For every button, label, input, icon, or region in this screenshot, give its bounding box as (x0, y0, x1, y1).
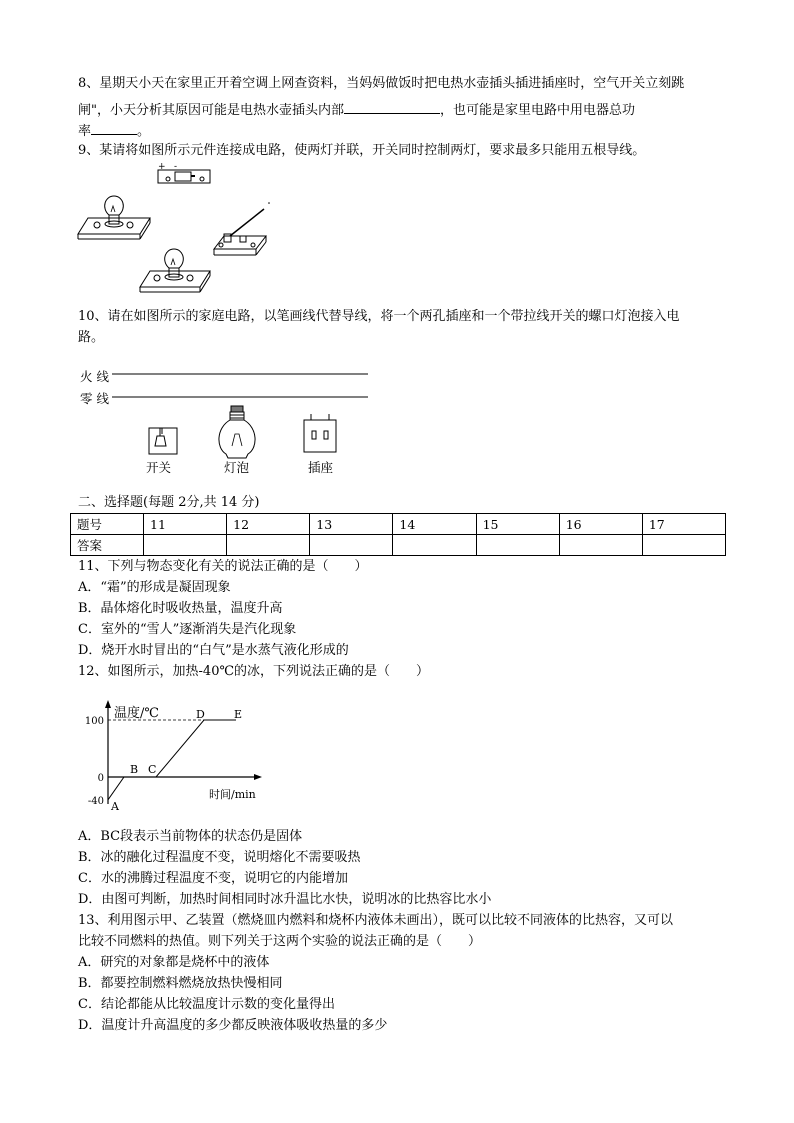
table-row (71, 535, 726, 556)
q13-option-d[interactable]: D．温度计升高温度的多少都反映液体吸收热量的多少 (78, 1018, 388, 1033)
q9-figure (74, 160, 284, 300)
answer-cell[interactable] (227, 535, 310, 556)
question-number: 17 (642, 514, 725, 535)
q11-option-c[interactable]: C．室外的“雪人”逐渐消失是汽化现象 (78, 622, 297, 637)
y-tick-label: -40 (87, 795, 104, 807)
q8-line2-text-b: ，也可能是家里电路中用电器总功 (439, 103, 635, 118)
answer-cell[interactable] (559, 535, 642, 556)
q12-option-d[interactable]: D．由图可判断，加热时间相同时冰升温比水快，说明冰的比热容比水小 (78, 892, 492, 907)
point-label-d: D (196, 708, 205, 721)
question-number: 13 (310, 514, 393, 535)
question-number: 11 (144, 514, 227, 535)
point-label-c: C (148, 763, 157, 776)
socket-label: 插座 (308, 460, 334, 475)
q13-line2: 比较不同燃料的热值。则下列关于这两个实验的说法正确的是（ ） (78, 934, 482, 949)
q8-line3 (78, 122, 150, 140)
socket-icon (304, 414, 336, 452)
point-label-b: B (130, 763, 139, 776)
answer-cell[interactable] (393, 535, 476, 556)
q10-line1: 10、请在如图所示的家庭电路，以笔画线代替导线，将一个两孔插座和一个带拉线开关的螺口灯泡接入电 (78, 309, 680, 324)
temperature-chart (78, 696, 278, 812)
live-wire-label: 火 线 (80, 369, 109, 384)
y-axis-arrow (105, 700, 111, 708)
q13-option-b[interactable]: B．都要控制燃料燃烧放热快慢相同 (78, 976, 283, 991)
question-number: 12 (227, 514, 310, 535)
q8-line3-text-a: 率 (78, 124, 92, 139)
q8-line3-text-b: 。 (137, 124, 151, 139)
q8-line1: 8、星期天小天在家里正开着空调上网查资料，当妈妈做饭时把电热水壶插头插进插座时，空气开关立刻跳 (78, 76, 685, 91)
light-bulb-icon (219, 406, 255, 458)
answer-cell[interactable] (144, 535, 227, 556)
row-header-number: 题号 (71, 514, 144, 535)
q10-line2: 路。 (78, 330, 105, 345)
y-tick-label: 100 (84, 716, 104, 727)
x-axis-arrow (254, 774, 262, 780)
q11-option-b[interactable]: B．晶体熔化时吸收热量，温度升高 (78, 601, 283, 616)
q10-figure (110, 366, 374, 460)
q12-option-c[interactable]: C．水的沸腾过程温度不变，说明它的内能增加 (78, 871, 348, 886)
x-axis-label: 时间/min (209, 788, 256, 801)
q11-option-a[interactable]: A．“霜”的形成是凝固现象 (78, 580, 231, 595)
q11-option-d[interactable]: D．烧开水时冒出的“白气”是水蒸气液化形成的 (78, 643, 349, 658)
q8-blank-2[interactable] (91, 122, 137, 135)
q8-line2-text-a: 闸"，小天分析其原因可能是电热水壶插头内部 (78, 103, 344, 118)
q12-option-a[interactable]: A．BC段表示当前物体的状态仍是固体 (78, 829, 303, 844)
y-tick-label: 0 (97, 773, 104, 784)
battery-minus-label: - (174, 162, 178, 172)
q12-option-b[interactable]: B．冰的融化过程温度不变，说明熔化不需要吸热 (78, 850, 361, 865)
neutral-wire-label: 零 线 (80, 391, 109, 406)
row-header-answer: 答案 (71, 535, 144, 556)
answer-cell[interactable] (642, 535, 725, 556)
q8-line2 (78, 101, 635, 119)
question-number: 16 (559, 514, 642, 535)
q13-option-c[interactable]: C．结论都能从比较温度计示数的变化量得出 (78, 997, 335, 1012)
answer-table (70, 513, 726, 556)
battery-plus-label: + (158, 162, 166, 172)
question-number: 14 (393, 514, 476, 535)
bulb-label: 灯泡 (224, 460, 250, 475)
q9-text: 9、某请将如图所示元件连接成电路，使两灯并联，开关同时控制两灯，要求最多只能用五根导线。 (78, 143, 646, 158)
question-number: 15 (476, 514, 559, 535)
table-row (71, 514, 726, 535)
q8-blank-1[interactable] (344, 101, 440, 114)
knife-switch-icon (214, 202, 270, 255)
y-axis-label: 温度/℃ (114, 706, 159, 721)
q13-line1: 13、利用图示甲、乙装置（燃烧皿内燃料和烧杯内液体未画出），既可以比较不同液体的比热容，又可以 (78, 913, 674, 928)
answer-cell[interactable] (310, 535, 393, 556)
point-label-a: A (111, 799, 119, 812)
answer-cell[interactable] (476, 535, 559, 556)
lamp-board-icon (78, 196, 150, 239)
pull-switch-icon (149, 428, 177, 454)
section-title: 二、选择题(每题 2分,共 14 分) (78, 495, 260, 510)
q11-stem: 11、下列与物态变化有关的说法正确的是（ ） (78, 559, 368, 574)
point-label-e: E (234, 708, 243, 721)
q13-option-a[interactable]: A．研究的对象都是烧杯中的液体 (78, 955, 270, 970)
q12-stem: 12、如图所示，加热-40℃的冰，下列说法正确的是（ ） (78, 664, 430, 679)
battery-icon (158, 162, 210, 183)
switch-label: 开关 (146, 460, 172, 475)
lamp-board-icon (140, 249, 210, 292)
